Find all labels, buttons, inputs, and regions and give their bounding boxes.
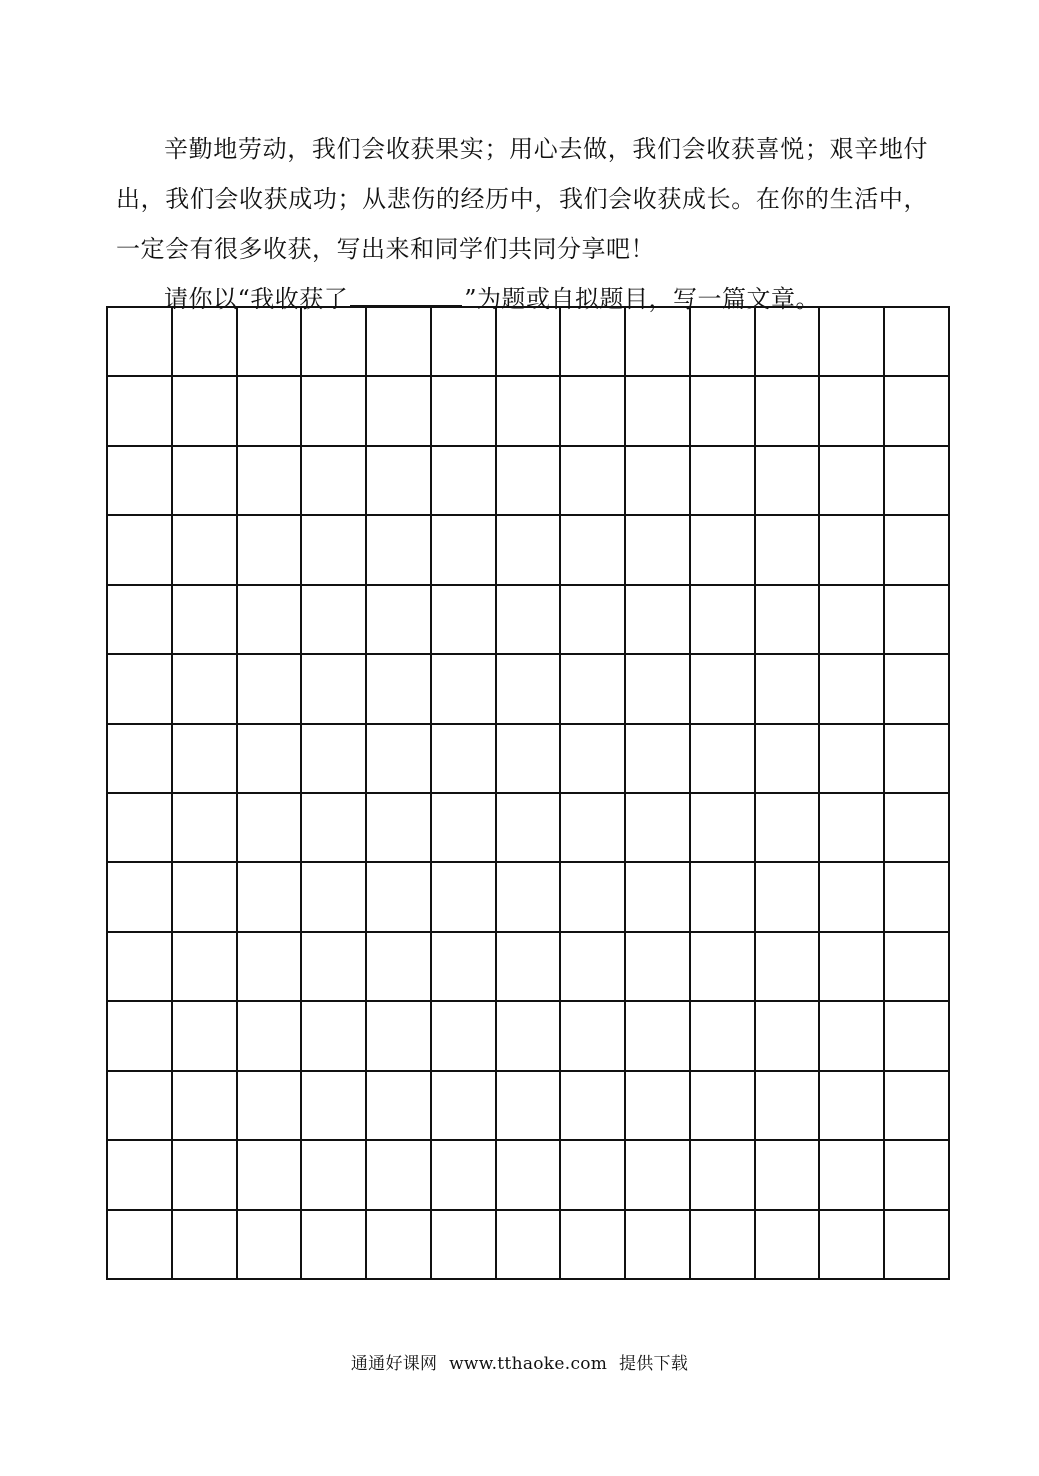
footer (0, 1349, 1039, 1374)
grid-cell (367, 308, 432, 377)
grid-cell (497, 1072, 562, 1141)
grid-cell (238, 725, 303, 794)
grid-cell (691, 933, 756, 1002)
grid-cell (367, 1141, 432, 1210)
grid-cell (108, 1072, 173, 1141)
grid-cell (238, 308, 303, 377)
grid-cell (885, 655, 950, 724)
grid-cell (885, 1072, 950, 1141)
grid-cell (756, 1072, 821, 1141)
grid-cell (432, 1141, 497, 1210)
grid-cell (108, 377, 173, 446)
grid-cell (626, 725, 691, 794)
grid-cell (302, 1072, 367, 1141)
grid-cell (885, 933, 950, 1002)
grid-cell (756, 794, 821, 863)
grid-cell (238, 516, 303, 585)
grid-cell (108, 794, 173, 863)
grid-cell (302, 933, 367, 1002)
grid-cell (238, 377, 303, 446)
grid-cell (497, 863, 562, 932)
grid-cell (497, 586, 562, 655)
grid-cell (561, 377, 626, 446)
grid-cell (561, 725, 626, 794)
grid-cell (173, 1002, 238, 1071)
grid-cell (108, 586, 173, 655)
grid-cell (756, 1211, 821, 1280)
grid-cell (885, 725, 950, 794)
grid-cell (108, 725, 173, 794)
grid-cell (885, 377, 950, 446)
footer-note: 提供下载 (618, 1354, 689, 1374)
grid-cell (820, 586, 885, 655)
grid-cell (885, 1002, 950, 1071)
grid-cell (367, 725, 432, 794)
grid-cell (302, 863, 367, 932)
grid-cell (497, 1141, 562, 1210)
essay-prompt (116, 124, 928, 324)
grid-cell (432, 1211, 497, 1280)
grid-cell (626, 1211, 691, 1280)
grid-cell (432, 725, 497, 794)
grid-cell (173, 586, 238, 655)
grid-cell (626, 655, 691, 724)
grid-cell (302, 655, 367, 724)
grid-cell (820, 447, 885, 516)
grid-cell (238, 586, 303, 655)
grid-cell (691, 377, 756, 446)
grid-cell (497, 516, 562, 585)
grid-cell (820, 1072, 885, 1141)
grid-cell (238, 1141, 303, 1210)
grid-cell (108, 1211, 173, 1280)
instruction-before: 请你以“我收获了 (164, 285, 349, 313)
grid-cell (497, 933, 562, 1002)
grid-cell (756, 655, 821, 724)
grid-cell (173, 794, 238, 863)
grid-cell (561, 1072, 626, 1141)
grid-cell (432, 655, 497, 724)
grid-cell (691, 1002, 756, 1071)
grid-cell (302, 447, 367, 516)
grid-cell (173, 516, 238, 585)
prompt-paragraph: 辛勤地劳动，我们会收获果实；用心去做，我们会收获喜悦；艰辛地付出，我们会收获成功；从悲伤的经历中，我们会收获成长。在你的生活中，一定会有很多收获，写出来和同学们共同分享吧！ (116, 135, 928, 263)
grid-cell (108, 863, 173, 932)
title-blank (350, 281, 462, 307)
grid-cell (820, 933, 885, 1002)
grid-cell (432, 1002, 497, 1071)
footer-url: www.tthaoke.com (449, 1354, 608, 1374)
grid-cell (302, 1002, 367, 1071)
grid-cell (497, 725, 562, 794)
grid-cell (691, 1072, 756, 1141)
grid-cell (820, 725, 885, 794)
grid-cell (367, 933, 432, 1002)
grid-cell (820, 377, 885, 446)
grid-cell (626, 1002, 691, 1071)
grid-cell (238, 794, 303, 863)
grid-cell (302, 586, 367, 655)
grid-cell (367, 1072, 432, 1141)
grid-cell (561, 586, 626, 655)
grid-cell (173, 1072, 238, 1141)
grid-cell (367, 1211, 432, 1280)
grid-cell (756, 447, 821, 516)
grid-cell (108, 308, 173, 377)
grid-cell (820, 308, 885, 377)
grid-cell (626, 447, 691, 516)
grid-cell (367, 586, 432, 655)
grid-cell (885, 794, 950, 863)
grid-cell (108, 655, 173, 724)
grid-cell (756, 1002, 821, 1071)
grid-cell (820, 1211, 885, 1280)
footer-site-name: 通通好课网 (350, 1354, 438, 1374)
grid-cell (820, 1002, 885, 1071)
grid-cell (173, 377, 238, 446)
grid-cell (885, 1211, 950, 1280)
instruction-after: ”为题或自拟题目，写一篇文章。 (464, 285, 821, 313)
grid-cell (691, 1211, 756, 1280)
grid-cell (561, 308, 626, 377)
grid-cell (626, 933, 691, 1002)
grid-cell (561, 1141, 626, 1210)
grid-cell (820, 516, 885, 585)
grid-cell (756, 863, 821, 932)
grid-cell (561, 794, 626, 863)
grid-cell (820, 655, 885, 724)
grid-cell (885, 1141, 950, 1210)
grid-cell (302, 516, 367, 585)
grid-cell (691, 794, 756, 863)
grid-cell (432, 516, 497, 585)
grid-cell (626, 1072, 691, 1141)
grid-cell (367, 794, 432, 863)
grid-cell (432, 863, 497, 932)
grid-cell (432, 447, 497, 516)
grid-cell (302, 794, 367, 863)
grid-cell (885, 586, 950, 655)
grid-cell (820, 863, 885, 932)
grid-cell (756, 377, 821, 446)
grid-cell (691, 655, 756, 724)
grid-cell (173, 447, 238, 516)
grid-cell (626, 377, 691, 446)
grid-cell (497, 308, 562, 377)
grid-cell (367, 863, 432, 932)
grid-cell (561, 933, 626, 1002)
grid-cell (497, 377, 562, 446)
grid-cell (497, 655, 562, 724)
grid-cell (238, 863, 303, 932)
grid-cell (885, 308, 950, 377)
grid-cell (432, 794, 497, 863)
grid-cell (302, 725, 367, 794)
grid-cell (756, 308, 821, 377)
grid-cell (885, 863, 950, 932)
grid-cell (432, 308, 497, 377)
grid-cell (302, 308, 367, 377)
grid-cell (626, 794, 691, 863)
grid-cell (885, 447, 950, 516)
grid-cell (367, 377, 432, 446)
grid-cell (561, 863, 626, 932)
grid-cell (173, 1141, 238, 1210)
grid-cell (820, 1141, 885, 1210)
grid-cell (173, 655, 238, 724)
grid-cell (173, 308, 238, 377)
grid-cell (561, 1211, 626, 1280)
grid-cell (367, 447, 432, 516)
writing-grid (106, 306, 950, 1280)
grid-cell (691, 308, 756, 377)
grid-cell (238, 655, 303, 724)
grid-cell (367, 655, 432, 724)
grid-cell (756, 516, 821, 585)
grid-cell (173, 863, 238, 932)
grid-cell (432, 377, 497, 446)
grid-cell (561, 1002, 626, 1071)
grid-cell (302, 377, 367, 446)
grid-cell (561, 516, 626, 585)
grid-cell (497, 1002, 562, 1071)
grid-cell (302, 1141, 367, 1210)
grid-cell (691, 863, 756, 932)
grid-cell (756, 725, 821, 794)
grid-cell (108, 516, 173, 585)
grid-cell (108, 1002, 173, 1071)
grid-cell (626, 586, 691, 655)
grid-cell (238, 1072, 303, 1141)
grid-cell (626, 516, 691, 585)
grid-cell (820, 794, 885, 863)
grid-cell (691, 586, 756, 655)
grid-cell (367, 1002, 432, 1071)
grid-cell (497, 447, 562, 516)
grid-cell (432, 586, 497, 655)
grid-cell (302, 1211, 367, 1280)
grid-cell (173, 725, 238, 794)
grid-cell (691, 725, 756, 794)
grid-cell (108, 933, 173, 1002)
grid-cell (367, 516, 432, 585)
grid-cell (108, 447, 173, 516)
grid-cell (756, 933, 821, 1002)
grid-cell (691, 516, 756, 585)
grid-cell (756, 1141, 821, 1210)
grid-cell (238, 933, 303, 1002)
grid-cell (173, 1211, 238, 1280)
grid-cell (173, 933, 238, 1002)
grid-cell (497, 794, 562, 863)
grid-cell (108, 1141, 173, 1210)
grid-cell (626, 1141, 691, 1210)
grid-cell (626, 863, 691, 932)
grid-cell (561, 447, 626, 516)
grid-cell (561, 655, 626, 724)
grid-cell (432, 933, 497, 1002)
grid-cell (691, 447, 756, 516)
grid-cell (626, 308, 691, 377)
grid-cell (885, 516, 950, 585)
grid-cell (432, 1072, 497, 1141)
grid-cell (497, 1211, 562, 1280)
grid-cell (691, 1141, 756, 1210)
grid-cell (238, 1211, 303, 1280)
grid-cell (238, 447, 303, 516)
grid-cell (238, 1002, 303, 1071)
grid-cell (756, 586, 821, 655)
